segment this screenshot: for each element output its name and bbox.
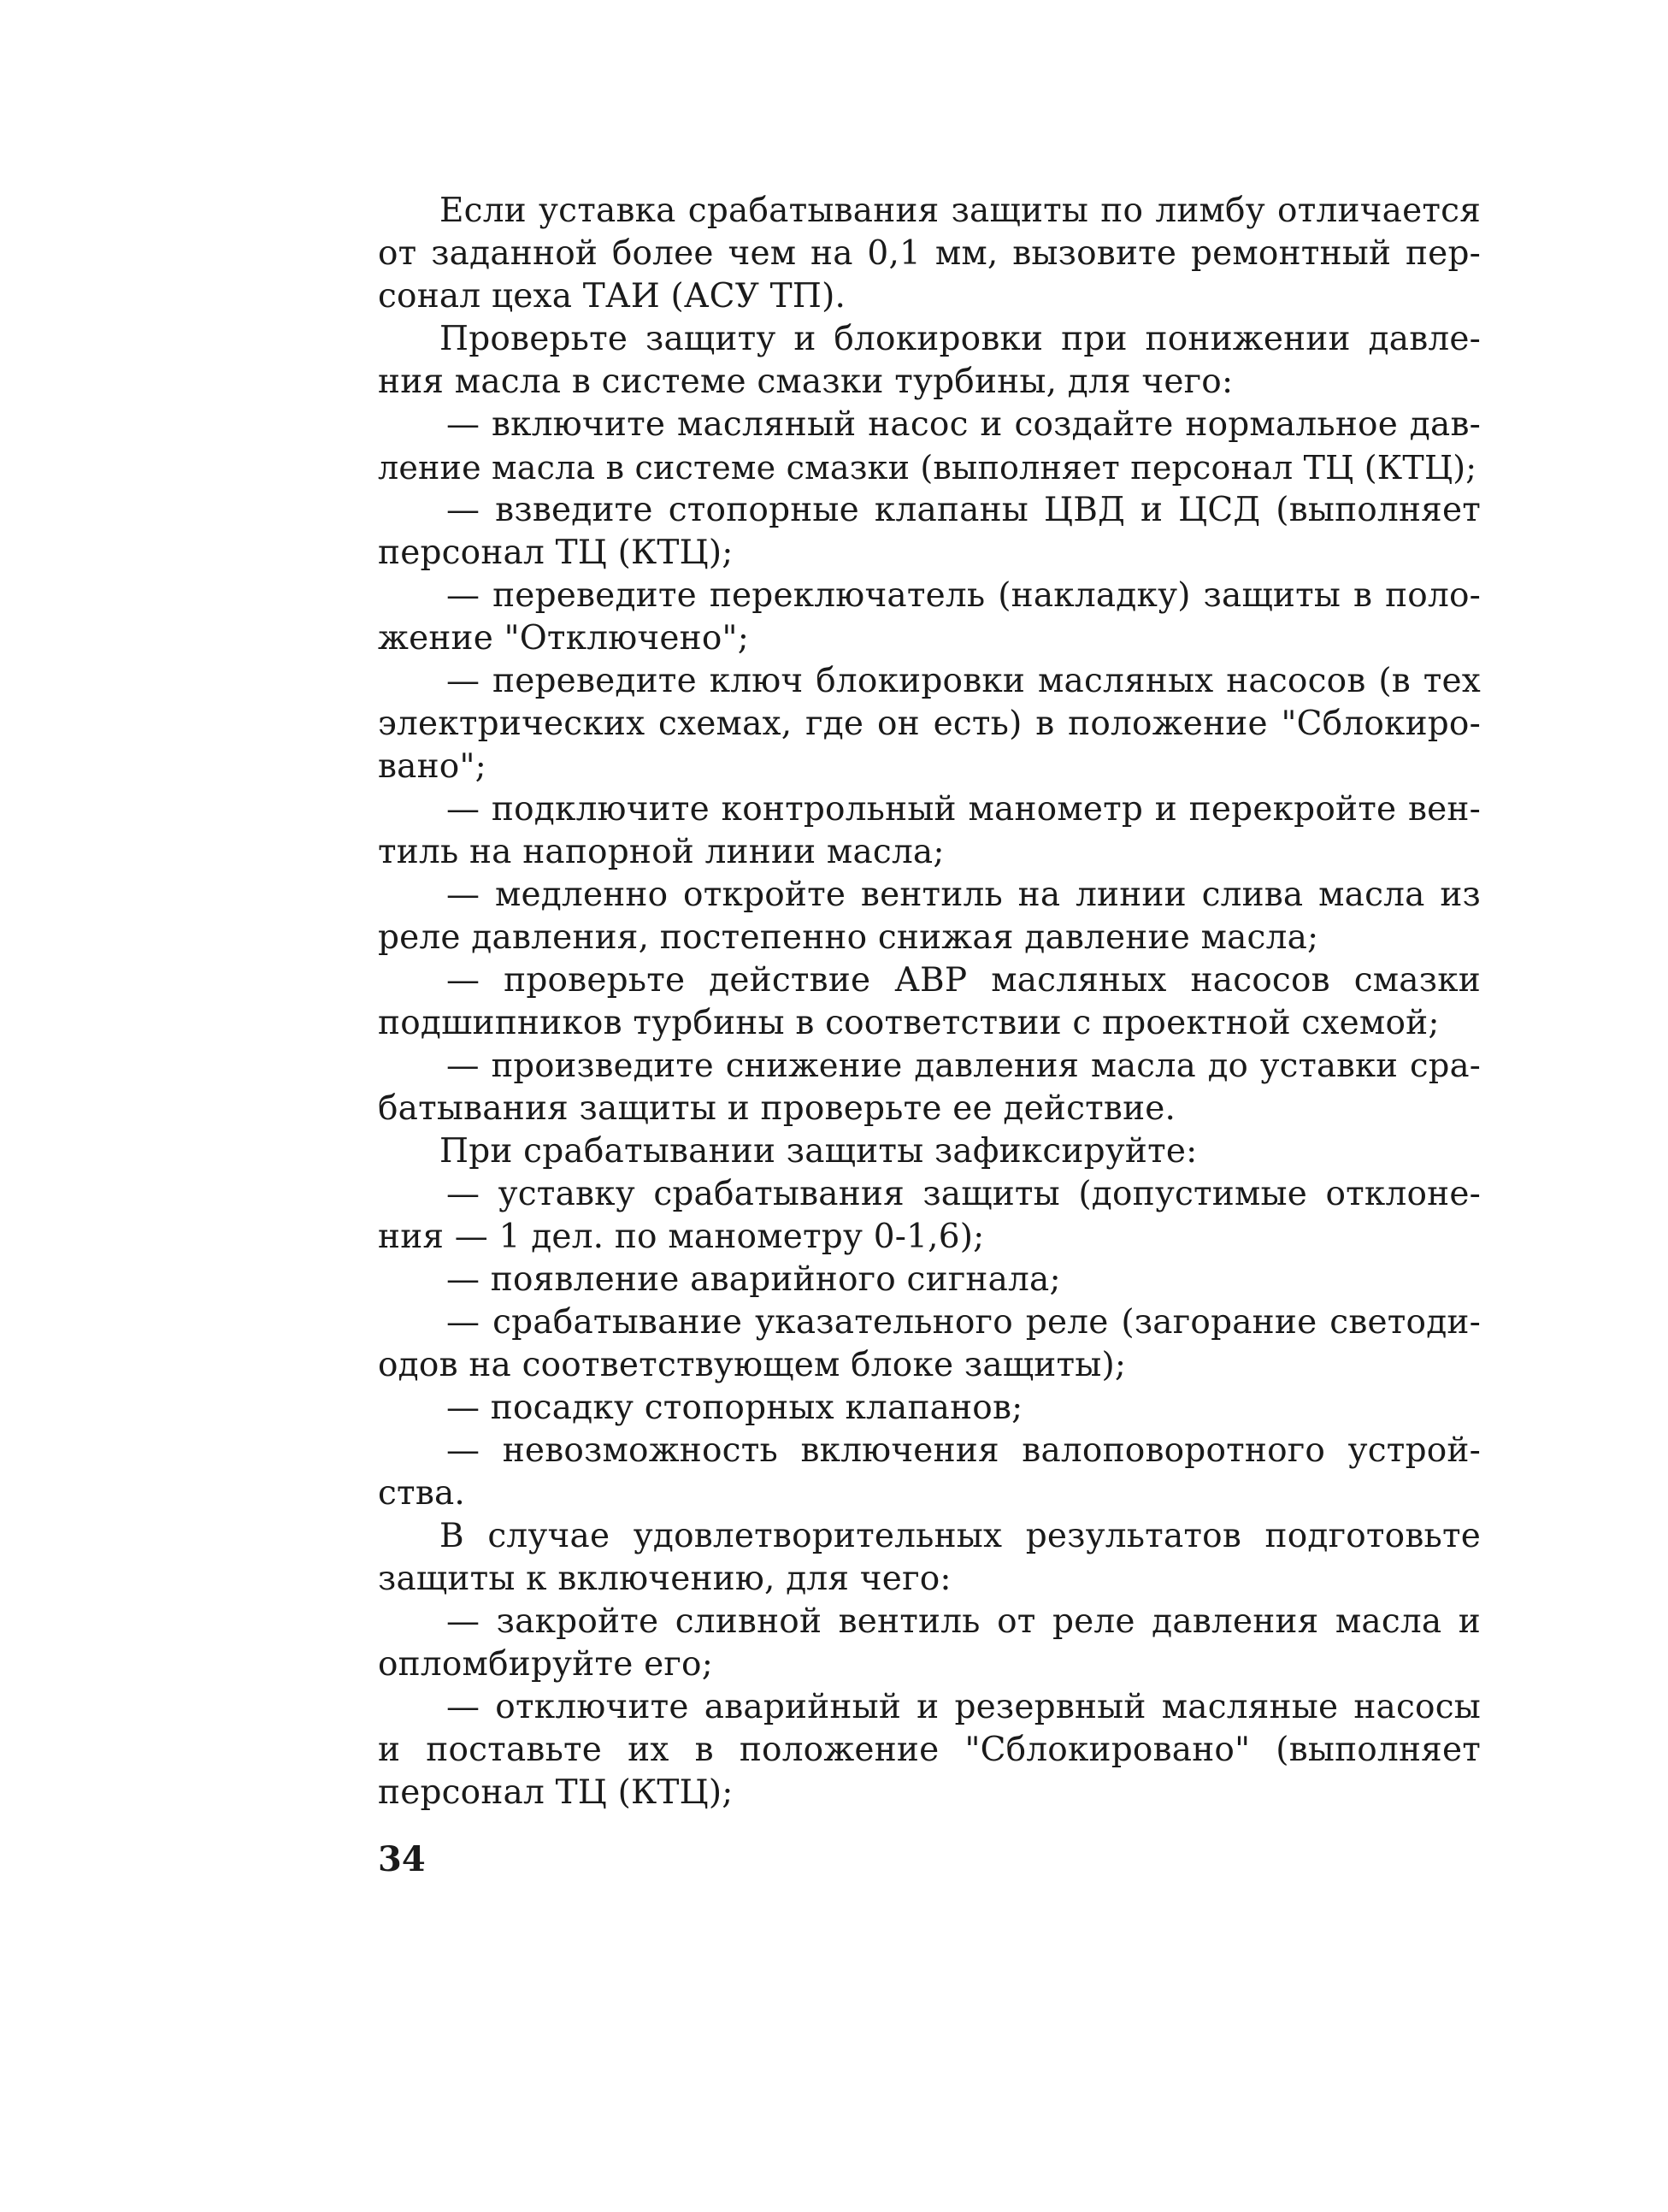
list-item — [378, 1301, 1481, 1387]
text-line: — переведите ключ блокировки масляных насосов (в тех — [446, 662, 1481, 700]
text-line: При срабатывании защиты зафиксируйте: — [439, 1132, 1198, 1171]
text-line: — подключите контрольный манометр и перекройте вен- — [446, 790, 1481, 829]
list-item — [378, 1601, 1481, 1686]
text-line: одов на соответствующем блоке защиты); — [378, 1346, 1127, 1384]
text-line: ния — 1 дел. по манометру 0-1,6); — [378, 1218, 985, 1256]
text-line: — отключите аварийный и резервный масляные насосы — [446, 1688, 1481, 1726]
list-item — [378, 1259, 1481, 1301]
list-item — [378, 959, 1481, 1045]
text-line: ление масла в системе смазки (выполняет персонал ТЦ (КТЦ); — [378, 449, 1477, 487]
list-item — [378, 788, 1481, 874]
paragraph — [378, 318, 1481, 404]
list-item — [378, 575, 1481, 660]
text-line: — произведите снижение давления масла до уставки сра- — [446, 1047, 1481, 1085]
list-item — [378, 1430, 1481, 1515]
text-line: жение "Отключено"; — [378, 619, 750, 658]
text-line: — закройте сливной вентиль от реле давления масла и — [446, 1602, 1481, 1641]
text-line: персонал ТЦ (КТЦ); — [378, 1773, 734, 1812]
text-line: — уставку срабатывания защиты (допустимые отклоне- — [446, 1175, 1481, 1213]
text-line: Если уставка срабатывания защиты по лимбу отличается — [439, 192, 1481, 230]
list-item — [378, 1686, 1481, 1814]
text-line: — медленно откройте вентиль на линии слива масла из — [446, 876, 1481, 914]
list-item — [378, 660, 1481, 788]
text-line: тиль на напорной линии масла; — [378, 833, 945, 871]
text-line: защиты к включению, для чего: — [378, 1560, 952, 1598]
text-line: батывания защиты и проверьте ее действие. — [378, 1089, 1176, 1128]
text-line: — переведите переключатель (накладку) защиты в поло- — [446, 576, 1481, 615]
text-line: — взведите стопорные клапаны ЦВД и ЦСД (выполняет — [446, 491, 1481, 529]
page-number: 34 — [378, 1839, 426, 1879]
text-line: — срабатывание указательного реле (загорание светоди- — [446, 1303, 1481, 1342]
list-item — [378, 1173, 1481, 1259]
text-line: электрических схемах, где он есть) в положение "Сблокиро- — [378, 705, 1481, 743]
text-line: сонал цеха ТАИ (АСУ ТП). — [378, 277, 846, 316]
text-line: — невозможность включения валоповоротного устрой- — [446, 1431, 1481, 1470]
text-line: — включите масляный насос и создайте нормальное дав- — [446, 405, 1481, 444]
list-item — [378, 1387, 1481, 1430]
text-line: от заданной более чем на 0,1 мм, вызовите ремонтный пер- — [378, 234, 1481, 273]
text-line: Проверьте защиту и блокировки при понижении давле- — [439, 320, 1481, 358]
paragraph — [378, 1515, 1481, 1601]
text-line: опломбируйте его; — [378, 1645, 714, 1684]
paragraph — [378, 1130, 1481, 1173]
text-line: — посадку стопорных клапанов; — [446, 1389, 1023, 1427]
text-line: и поставьте их в положение "Сблокировано" (выполняет — [378, 1731, 1481, 1769]
text-line: ния масла в системе смазки турбины, для чего: — [378, 363, 1234, 401]
text-line: вано"; — [378, 747, 486, 786]
list-item — [378, 874, 1481, 959]
text-line: персонал ТЦ (КТЦ); — [378, 534, 734, 572]
text-line: — появление аварийного сигнала; — [446, 1260, 1061, 1299]
text-line: реле давления, постепенно снижая давление масла; — [378, 918, 1319, 957]
paragraph — [378, 190, 1481, 318]
text-line: — проверьте действие АВР масляных насосов смазки — [446, 961, 1481, 1000]
list-item — [378, 1045, 1481, 1130]
text-line: подшипников турбины в соответствии с проектной схемой; — [378, 1004, 1440, 1042]
list-item — [378, 404, 1481, 489]
text-line: ства. — [378, 1474, 466, 1513]
body-text — [378, 190, 1481, 1814]
text-line: В случае удовлетворительных результатов подготовьте — [439, 1517, 1481, 1555]
list-item — [378, 489, 1481, 575]
